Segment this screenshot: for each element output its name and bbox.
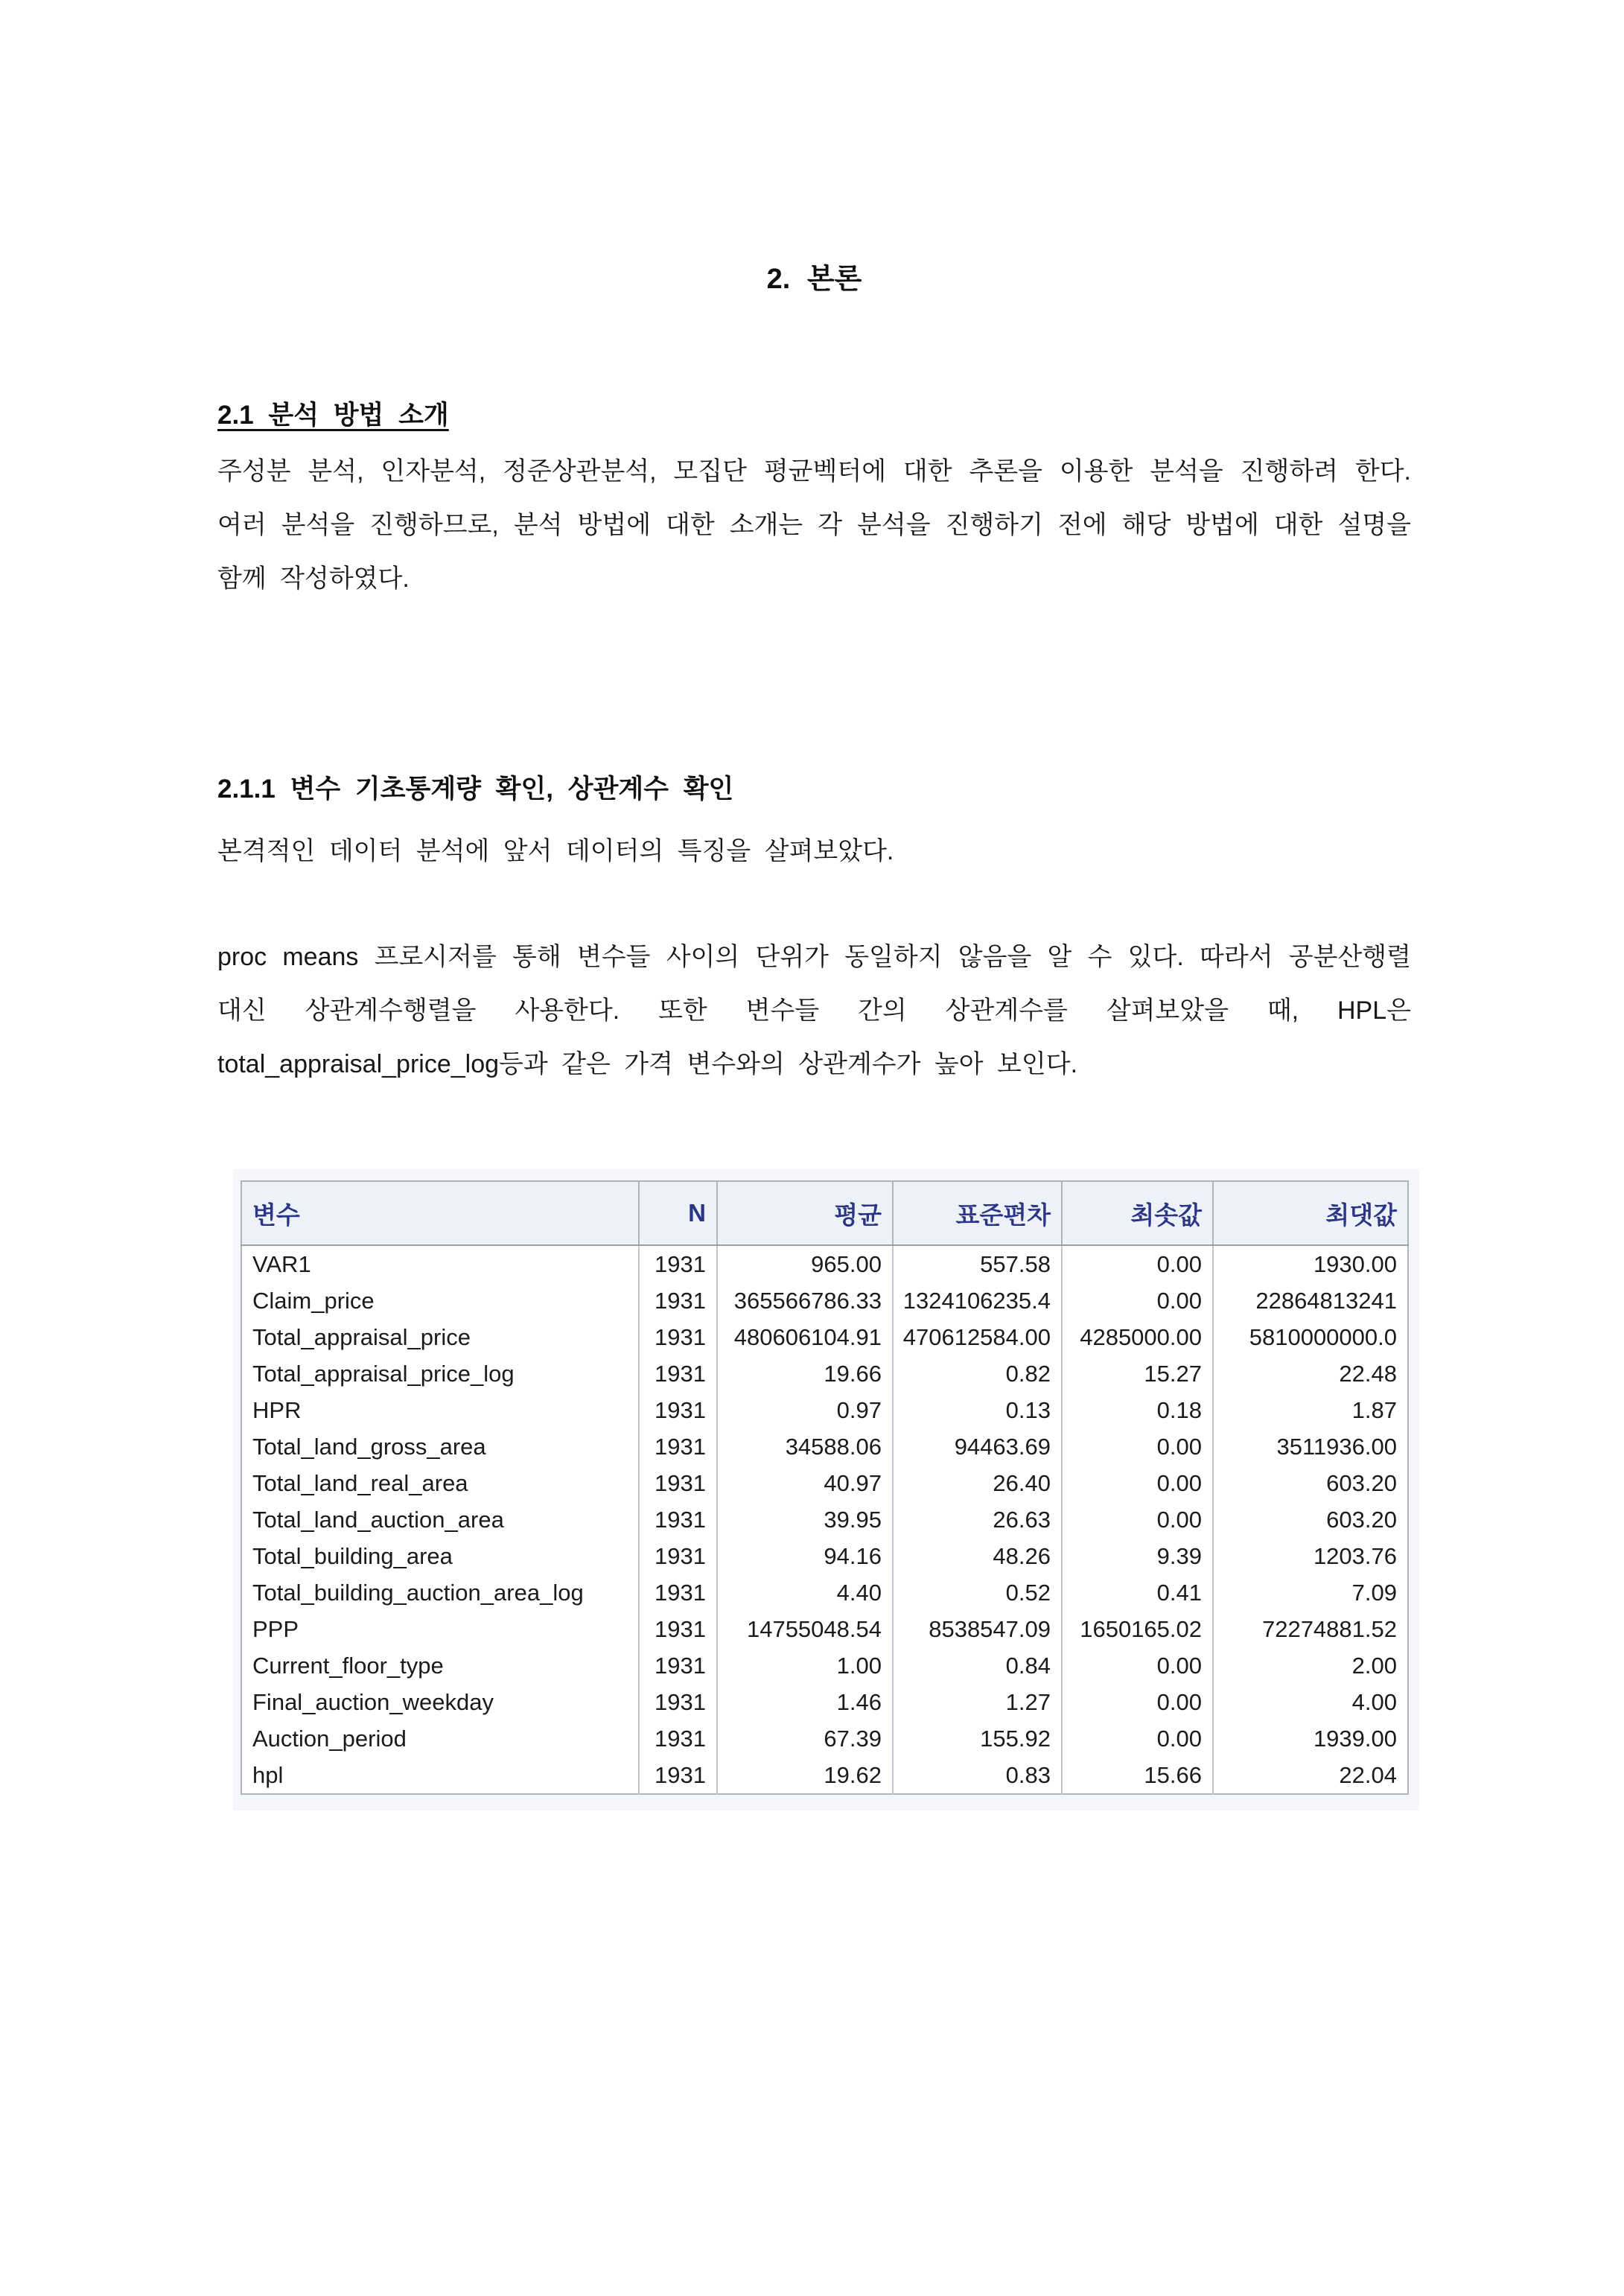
table-row (241, 1757, 1408, 1794)
table-row (241, 1428, 1408, 1465)
variable-name-cell: Final_auction_weekday (252, 1688, 494, 1715)
variable-name-cell: Total_land_real_area (252, 1469, 468, 1496)
value-cell: 1931 (639, 1465, 717, 1501)
value-cell: 94.16 (717, 1538, 893, 1574)
variable-name-cell: Auction_period (252, 1725, 407, 1752)
table-row (241, 1647, 1408, 1684)
value-cell: 22.48 (1213, 1355, 1408, 1392)
value-cell: 1.27 (893, 1684, 1062, 1720)
section-2-1-heading: 2.1 분석 방법 소개 (217, 401, 449, 430)
value-cell: 1931 (639, 1392, 717, 1428)
table-row (241, 1319, 1408, 1355)
value-cell: 0.84 (893, 1647, 1062, 1684)
section-2-1-1-intro: 본격적인 데이터 분석에 앞서 데이터의 특징을 살펴보았다. (217, 837, 894, 865)
value-cell: 0.18 (1062, 1392, 1213, 1428)
value-cell: 40.97 (717, 1465, 893, 1501)
value-cell: 470612584.00 (893, 1319, 1062, 1355)
value-cell: 0.52 (893, 1574, 1062, 1611)
value-cell: 1930.00 (1213, 1245, 1408, 1282)
section-2-1-paragraph: 주성분 분석, 인자분석, 정준상관분석, 모집단 평균벡터에 대한 추론을 이용한 분석을 진행하려 한다. 여러 분석을 진행하므로, 분석 방법에 대한 소개는 각 분석을 진행하기 전에 해당 방법에 대한 설명을 함께 작성하였다. (217, 457, 1411, 593)
value-cell: 1650165.02 (1062, 1611, 1213, 1647)
table-row (241, 1355, 1408, 1392)
value-cell: 94463.69 (893, 1428, 1062, 1465)
value-cell: 26.40 (893, 1465, 1062, 1501)
value-cell: 480606104.91 (717, 1319, 893, 1355)
value-cell: 1931 (639, 1355, 717, 1392)
summary-statistics-table (241, 1180, 1409, 1795)
table-row (241, 1611, 1408, 1647)
value-cell: 15.66 (1062, 1757, 1213, 1794)
value-cell: 0.00 (1062, 1428, 1213, 1465)
table-header-row (241, 1181, 1408, 1245)
value-cell: 4.00 (1213, 1684, 1408, 1720)
value-cell: 0.97 (717, 1392, 893, 1428)
value-cell: 1.87 (1213, 1392, 1408, 1428)
table-row (241, 1538, 1408, 1574)
variable-name-cell: Total_appraisal_price (252, 1323, 471, 1350)
page-title: 2. 본론 (766, 264, 862, 295)
value-cell: 22.04 (1213, 1757, 1408, 1794)
section-2-1-1-heading: 2.1.1 변수 기초통계량 확인, 상관계수 확인 (217, 775, 734, 804)
table-row (241, 1282, 1408, 1319)
value-cell: 557.58 (893, 1245, 1062, 1282)
value-cell: 1931 (639, 1720, 717, 1757)
table-row (241, 1465, 1408, 1501)
variable-name-cell: VAR1 (252, 1250, 311, 1277)
value-cell: 1.00 (717, 1647, 893, 1684)
value-cell: 0.00 (1062, 1501, 1213, 1538)
value-cell: 14755048.54 (717, 1611, 893, 1647)
column-header-0: 변수 (241, 1181, 639, 1245)
variable-name-cell: Current_floor_type (252, 1652, 444, 1679)
variable-name-cell: Total_appraisal_price_log (252, 1360, 515, 1387)
table-row (241, 1720, 1408, 1757)
value-cell: 48.26 (893, 1538, 1062, 1574)
table-row (241, 1501, 1408, 1538)
table-row (241, 1245, 1408, 1282)
variable-name-cell: PPP (252, 1615, 299, 1642)
value-cell: 0.82 (893, 1355, 1062, 1392)
stats-table-header (241, 1181, 1408, 1245)
variable-name-cell: Claim_price (252, 1287, 375, 1314)
column-header-4: 최솟값 (1062, 1181, 1213, 1245)
variable-name-cell: Total_building_area (252, 1542, 453, 1569)
value-cell: 1931 (639, 1501, 717, 1538)
section-2-1-1-paragraph: proc means 프로시저를 통해 변수들 사이의 단위가 동일하지 않음을 알 수 있다. 따라서 공분산행렬 대신 상관계수행렬을 사용한다. 또한 변수들 간의 상관계수를 살펴보았을 때, HPL은 total_appraisal_price_log등과 같은 가격 변수와의 상관계수가 높아 보인다. (217, 943, 1411, 1078)
value-cell: 0.00 (1062, 1245, 1213, 1282)
value-cell: 1931 (639, 1611, 717, 1647)
value-cell: 34588.06 (717, 1428, 893, 1465)
value-cell: 22864813241 (1213, 1282, 1408, 1319)
value-cell: 72274881.52 (1213, 1611, 1408, 1647)
value-cell: 0.83 (893, 1757, 1062, 1794)
value-cell: 0.00 (1062, 1282, 1213, 1319)
value-cell: 39.95 (717, 1501, 893, 1538)
value-cell: 7.09 (1213, 1574, 1408, 1611)
value-cell: 15.27 (1062, 1355, 1213, 1392)
table-row (241, 1684, 1408, 1720)
value-cell: 1931 (639, 1282, 717, 1319)
value-cell: 1931 (639, 1319, 717, 1355)
variable-name-cell: Total_land_gross_area (252, 1433, 486, 1460)
value-cell: 155.92 (893, 1720, 1062, 1757)
column-header-5: 최댓값 (1213, 1181, 1408, 1245)
variable-name-cell: Total_building_auction_area_log (252, 1579, 584, 1606)
value-cell: 365566786.33 (717, 1282, 893, 1319)
value-cell: 1.46 (717, 1684, 893, 1720)
value-cell: 1931 (639, 1684, 717, 1720)
value-cell: 0.13 (893, 1392, 1062, 1428)
value-cell: 26.63 (893, 1501, 1062, 1538)
variable-name-cell: Total_land_auction_area (252, 1506, 504, 1533)
value-cell: 0.41 (1062, 1574, 1213, 1611)
value-cell: 3511936.00 (1213, 1428, 1408, 1465)
value-cell: 4285000.00 (1062, 1319, 1213, 1355)
column-header-3: 표준편차 (893, 1181, 1062, 1245)
value-cell: 2.00 (1213, 1647, 1408, 1684)
value-cell: 5810000000.0 (1213, 1319, 1408, 1355)
value-cell: 67.39 (717, 1720, 893, 1757)
stats-table-body (241, 1245, 1408, 1794)
column-header-2: 평균 (717, 1181, 893, 1245)
value-cell: 19.62 (717, 1757, 893, 1794)
value-cell: 0.00 (1062, 1647, 1213, 1684)
value-cell: 1324106235.4 (893, 1282, 1062, 1319)
value-cell: 19.66 (717, 1355, 893, 1392)
value-cell: 1931 (639, 1647, 717, 1684)
value-cell: 0.00 (1062, 1720, 1213, 1757)
value-cell: 1931 (639, 1574, 717, 1611)
value-cell: 1931 (639, 1538, 717, 1574)
value-cell: 4.40 (717, 1574, 893, 1611)
stats-table-frame (233, 1169, 1419, 1810)
table-row (241, 1574, 1408, 1611)
value-cell: 603.20 (1213, 1501, 1408, 1538)
value-cell: 0.00 (1062, 1465, 1213, 1501)
value-cell: 965.00 (717, 1245, 893, 1282)
value-cell: 1939.00 (1213, 1720, 1408, 1757)
value-cell: 603.20 (1213, 1465, 1408, 1501)
table-row (241, 1392, 1408, 1428)
value-cell: 9.39 (1062, 1538, 1213, 1574)
value-cell: 1203.76 (1213, 1538, 1408, 1574)
column-header-1: N (639, 1181, 717, 1245)
variable-name-cell: hpl (252, 1761, 284, 1788)
value-cell: 8538547.09 (893, 1611, 1062, 1647)
value-cell: 1931 (639, 1757, 717, 1794)
value-cell: 0.00 (1062, 1684, 1213, 1720)
value-cell: 1931 (639, 1245, 717, 1282)
variable-name-cell: HPR (252, 1396, 302, 1423)
value-cell: 1931 (639, 1428, 717, 1465)
